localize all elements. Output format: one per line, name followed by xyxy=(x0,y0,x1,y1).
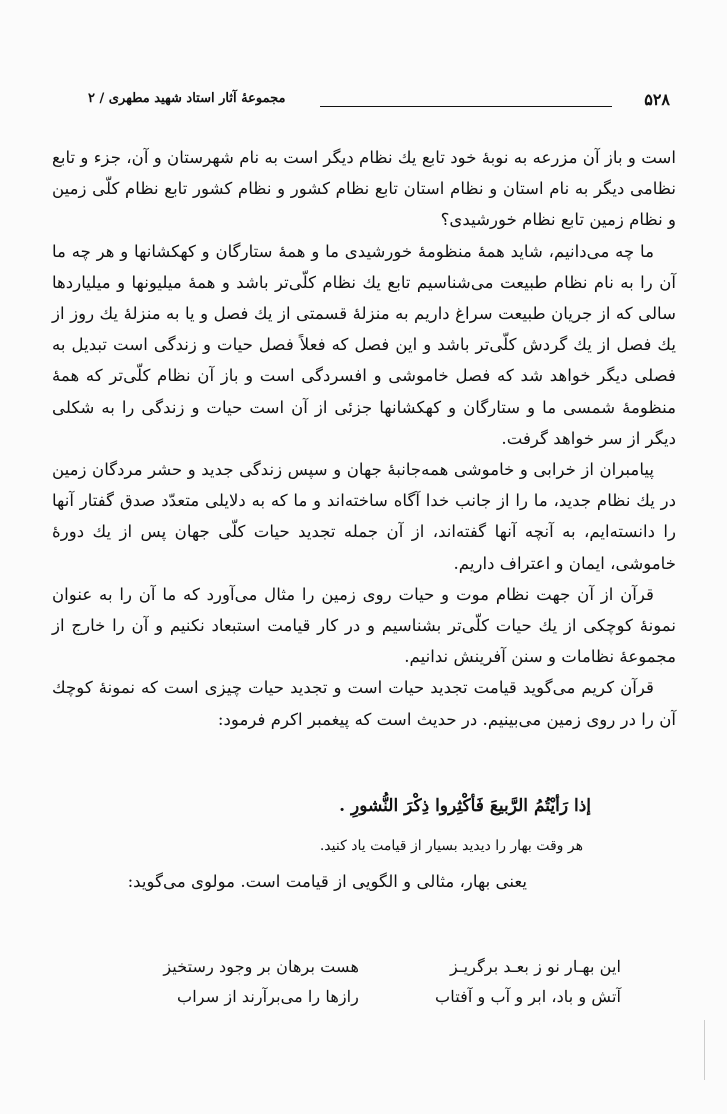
hadith-arabic: إذا رَأیْتُمُ الرَّبیعَ فَأكْثِروا ذِكْرَ النُّشورِ . xyxy=(339,796,591,816)
main-text xyxy=(52,142,676,735)
hadith-translation: هر وقت بهار را دیدید بسیار از قیامت یاد كنید. xyxy=(319,838,583,854)
paragraph: قرآن كریم می‌گوید قیامت تجدید حیات است و تجدید حیات چیزی است كه نمونهٔ كوچك آن را در روی زمین می‌بینیم. در حدیث است كه پیغمبر اكرم فرمود: xyxy=(52,678,676,729)
paragraph: قرآن از آن جهت نظام موت و حیات روی زمین را مثال می‌آورد كه ما آن را به عنوان نمونهٔ كوچكی از یك حیات كلّی‌تر بشناسیم و در كار قیامت استبعاد نكنیم و آن را خارج از مجموعهٔ نظامات و سنن آفرینش ندانیم. xyxy=(52,584,676,667)
page-header xyxy=(88,90,670,114)
page-number: ۵۲۸ xyxy=(644,90,670,109)
scan-edge-line xyxy=(704,1020,705,1080)
book-title: مجموعهٔ آثار استاد شهید مطهری / ۲ xyxy=(88,91,286,106)
paragraph: پیامبران از خرابی و خاموشی همه‌جانبهٔ جهان و سپس زندگی جدید و حشر مردگان زمین در یك نظام جدید، ما را از جانب خدا آگاه ساخته‌اند و ما كه به دلایلی متعدّد صدق گفتار آنها را دانسته‌ایم، به آنچه آنها گفته‌اند، از آن جمله تجدید حیات كلّی جهان پس از یك دورهٔ خاموشی، ایمان و اعتراف داریم. xyxy=(52,460,676,573)
poem-hemistich: این بهـار نو ز بعـد برگریـز xyxy=(449,957,621,976)
poem-hemistich: هست برهان بر وجود رستخیز xyxy=(163,957,359,976)
header-rule xyxy=(320,106,612,107)
poem-intro: یعنی بهار، مثالی و الگویی از قیامت است. مولوی می‌گوید: xyxy=(127,872,527,891)
paragraph: است و باز آن مزرعه به نوبهٔ خود تابع یك نظام دیگر است به نام شهرستان و آن، جزء و تابع نظامی دیگر به نام استان و نظام استان تابع نظام كشور و نظام كشور تابع نظام كلّی زمین و نظام زمین تابع نظام خورشیدی؟ xyxy=(52,148,677,230)
poem-hemistich: رازها را می‌برآرند از سراب xyxy=(177,987,359,1006)
poem-hemistich: آتش و باد، ابر و آب و آفتاب xyxy=(435,987,621,1006)
paragraph: ما چه می‌دانیم، شاید همهٔ منظومهٔ خورشیدی ما و همهٔ ستارگان و كهكشانها و هر چه ما آن را به نام نظام طبیعت می‌شناسیم تابع یك نظام كلّی‌تر باشد و همهٔ میلیونها و میلیاردها سالی كه از جریان طبیعت سراغ داریم به منزلهٔ قسمتی از یك فصل و یا به منزلهٔ یك روز از یك فصل از یك گردش كلّی‌تر باشد و این فصل كه فعلاً فصل حیات و زندگی است تبدیل به فصلی دیگر خواهد شد كه فصل خاموشی و افسردگی است و باز آن نظام كلّی‌تر كه همهٔ منظومهٔ شمسی ما و ستارگان و كهكشانها جزئی از آن است حیات و زندگی را به شكلی دیگر از سر خواهد گرفت. xyxy=(52,241,676,448)
